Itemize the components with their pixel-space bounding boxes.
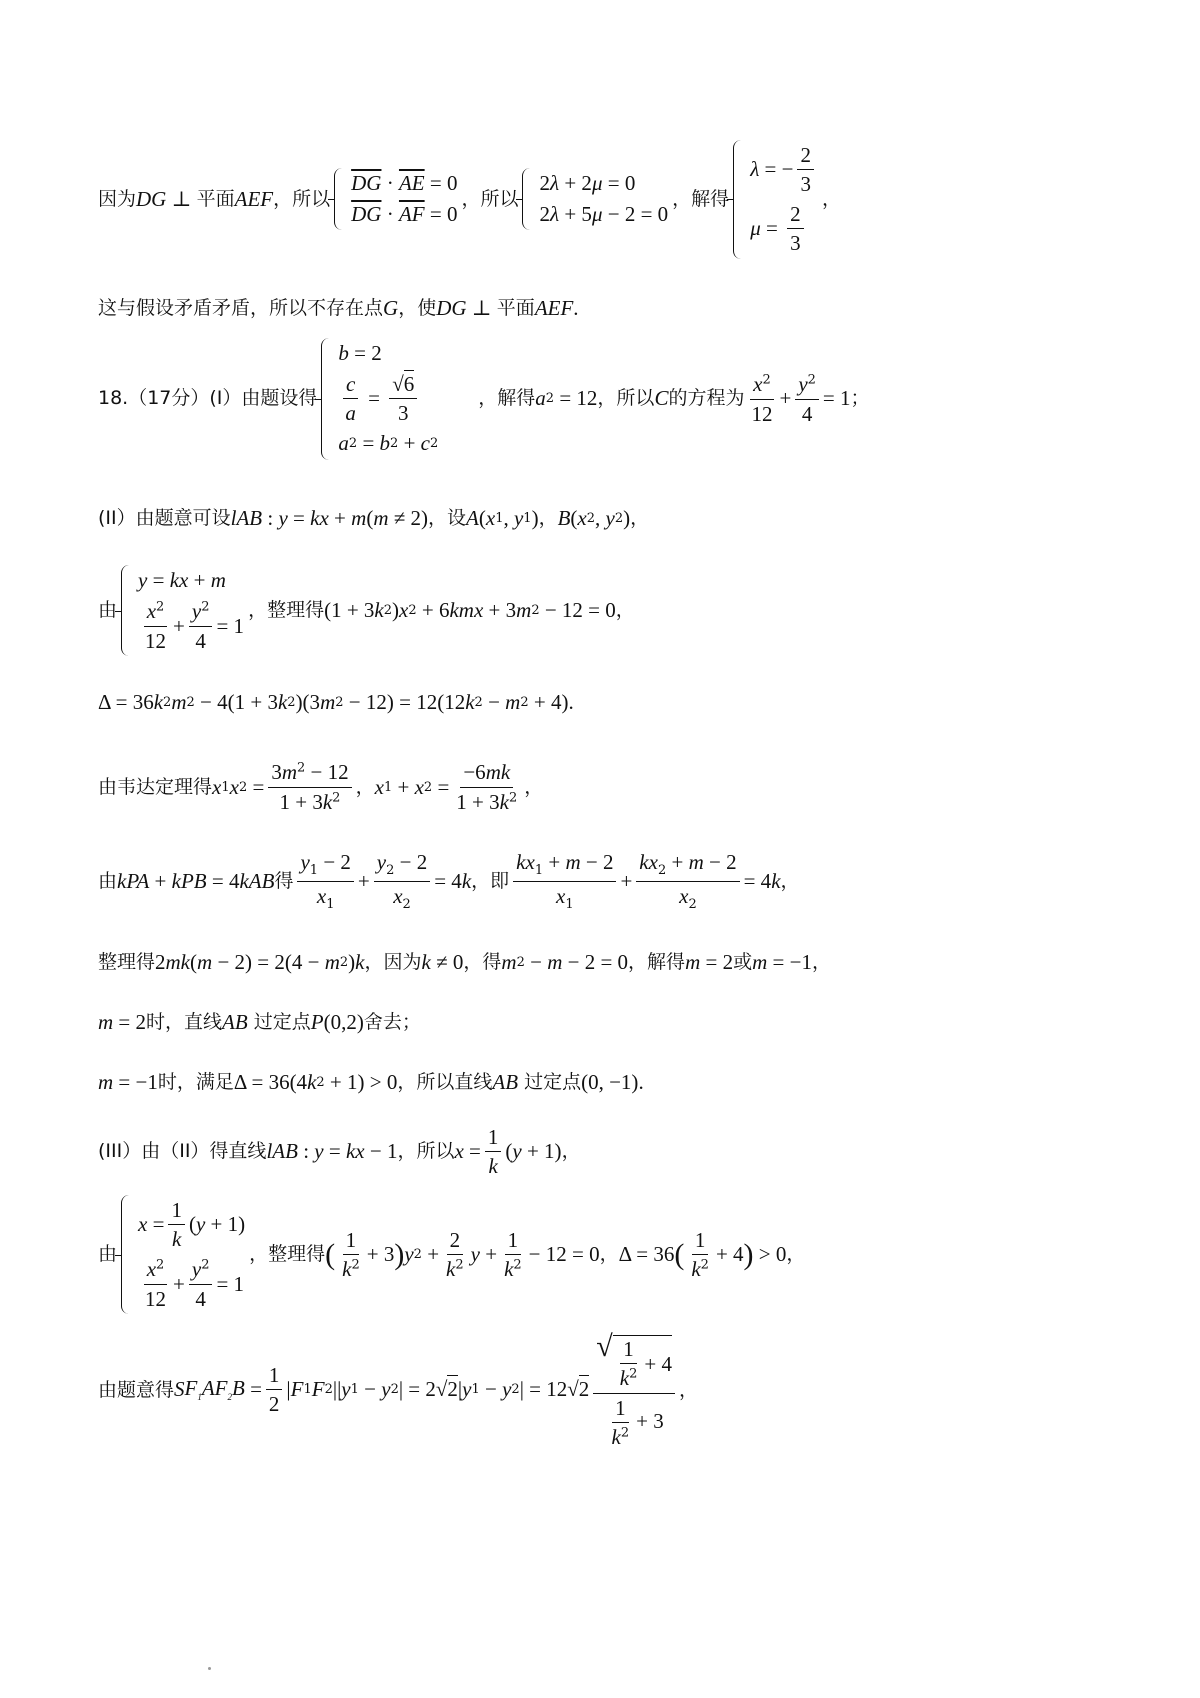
text: 舍去； <box>363 1011 421 1034</box>
text: ，解得 <box>478 387 536 410</box>
text: ，因为 <box>364 951 422 974</box>
line-8: 由 k PA + k PB = 4 k AB 得 $\frac{y_1 - 2}{x_1}$ + $\frac{y_2 - 2}{x_2}$ = 4 k ，即 $\frac{kx_1 + m - 2}{x_1}$ + $\frac{kx_2 + m - 2}{x_2}$ = 4 k ， <box>98 850 800 912</box>
text: 平面 <box>496 297 535 320</box>
page-mark <box>208 1667 211 1670</box>
text: ， <box>355 775 375 798</box>
text: ，设 <box>428 507 467 530</box>
line-11: m = −1 时，满足 Δ = 36(4 k 2 + 1) > 0 ，所以直线 AB 过定点 (0, −1) . <box>98 1070 644 1094</box>
line-10: m = 2 时，直线 AB 过定点 P (0,2) 舍去； <box>98 1010 421 1034</box>
text: 时，满足 <box>157 1071 234 1094</box>
text: ， <box>538 507 558 530</box>
text: ； <box>850 387 870 410</box>
text: 过定点 <box>253 1011 311 1034</box>
text: ， <box>678 1378 698 1401</box>
text: 由 <box>98 1243 118 1266</box>
text: ， <box>811 951 831 974</box>
text: ， <box>780 869 800 892</box>
text: 整理得 <box>98 951 156 974</box>
text: 18.（17分）(I）由题设得 <box>98 387 318 410</box>
text: ，所以 <box>597 387 655 410</box>
text: ，所以 <box>273 187 331 210</box>
text: ， <box>615 599 635 622</box>
text: 由韦达定理得 <box>98 775 213 798</box>
text: ，得 <box>463 951 502 974</box>
text: ， <box>524 775 544 798</box>
text: ，所以 <box>461 187 519 210</box>
text: 由 <box>98 599 118 622</box>
given-system: b = 2 $\frac{c}{a}$ = $\frac{√6}{3}$ a 2 = b 2 + c 2 <box>321 338 438 460</box>
text: 因为 <box>98 187 137 210</box>
text: ，即 <box>471 869 510 892</box>
equation-system: 2 λ + 2 μ = 0 2 λ + 5 μ − 2 = 0 <box>522 168 668 230</box>
vector-system: $\overline{DG}$ · $\overline{AE}$ = 0 $\overline{DG}$ · $\overline{AF}$ = 0 <box>334 168 457 230</box>
line-ellipse-system: y = kx + m $\frac{x^2}{12}$ + $\frac{y^2}{4}$ = 1 <box>121 565 244 656</box>
text: 的方程为 <box>668 387 745 410</box>
line-1: 因为 DG ⊥ 平面 AEF ，所以 $\overline{DG}$ · $\overline{AE}$ = 0 $\overline{DG}$ · $\overline{AF}$ = 0 ，所以 2 λ + 2 μ = 0 2 λ + 5 μ − 2 = 0 ，解得 λ = − $\frac{2}{3}$ μ = $\frac{2}{3}$ ， <box>98 140 841 259</box>
text: ， <box>630 507 650 530</box>
system-iii: x = $\frac{1}{k}$ ( y + 1) $\frac{x^2}{12}$ + $\frac{y^2}{4}$ = 1 <box>121 1195 245 1314</box>
text: 由题意得 <box>98 1378 175 1401</box>
text: 这与假设矛盾矛盾，所以不存在点 <box>98 297 384 320</box>
text: . <box>638 1070 644 1094</box>
line-3: 18.（17分）(I）由题设得 b = 2 $\frac{c}{a}$ = $\frac{√6}{3}$ a 2 = b 2 + c 2 ，解得 a 2 = 12 ，所以 C 的方程为 $\frac{x^2}{12}$ + $\frac{y^2}{4}$ = 1 ； <box>98 338 870 460</box>
text: ， <box>821 187 841 210</box>
text: 平面 <box>196 187 235 210</box>
text: (III）由（II）得直线 <box>98 1140 267 1163</box>
line-5: 由 y = kx + m $\frac{x^2}{12}$ + $\frac{y^2}{4}$ = 1 ，整理得 (1 + 3 k 2 ) x 2 + 6 kmx + 3 m 2 − 12 = 0 ， <box>98 565 635 656</box>
text: 时，直线 <box>146 1011 223 1034</box>
text: . <box>568 690 574 714</box>
line-2: 这与假设矛盾矛盾，所以不存在点 G ，使 DG ⊥ 平面 AEF . <box>98 296 579 320</box>
text: ，所以直线 <box>397 1071 493 1094</box>
text: ，整理得 <box>248 599 325 622</box>
text: 过定点 <box>524 1071 582 1094</box>
line-13: 由 x = $\frac{1}{k}$ ( y + 1) $\frac{x^2}{12}$ + $\frac{y^2}{4}$ = 1 ，整理得 ( $\frac{1}{k^2}$ + 3 ) y 2 + $\frac{2}{k^2}$ y + $\frac{1}{k^2}$ − 12 = 0 ， Δ = 36 ( $\frac{1}{k^2}$ + 4 ) > 0 ， <box>98 1195 805 1314</box>
line-4: (II）由题意可设 l AB : y = kx + m ( m ≠ 2) ，设 A ( x 1 , y 1 ) ， B ( x 2 , y 2 ) ， <box>98 506 650 530</box>
line-6: Δ = 36 k 2 m 2 − 4(1 + 3 k 2 )(3 m 2 − 12) = 12(12 k 2 − m 2 + 4) . <box>98 690 574 714</box>
line-14: 由题意得 S $F_1AF_2B$ = $\frac{1}{2}$ | F 1 F 2 || y 1 − y 2 | = 2√2| y 1 − y 2 | = 12√2 √ $\frac{1}{k^2}$ + 4 $\frac{1}{k^2}$ + 3 ， <box>98 1330 698 1450</box>
text: ，整理得 <box>249 1243 326 1266</box>
text: . <box>573 296 579 320</box>
text: 得 <box>274 869 294 892</box>
text: ， <box>561 1140 581 1163</box>
text: ， <box>786 1243 806 1266</box>
line-12: (III）由（II）得直线 l AB : y = kx − 1 ，所以 x = $\frac{1}{k}$ ( y + 1) ， <box>98 1125 581 1179</box>
text: 或 <box>733 951 753 974</box>
text: ，使 <box>398 297 437 320</box>
line-9: 整理得 2 mk ( m − 2) = 2(4 − m 2 ) k ，因为 k ≠ 0 ，得 m 2 − m − 2 = 0 ，解得 m = 2 或 m = −1 ， <box>98 950 831 974</box>
line-7: 由韦达定理得 x 1 x 2 = $\frac{3m^2 - 12}{1 + 3k^2}$ ， x 1 + x 2 = $\frac{-6mk}{1 + 3k^2}$ ， <box>98 760 544 814</box>
text: ，解得 <box>672 187 730 210</box>
solution-system: λ = − $\frac{2}{3}$ μ = $\frac{2}{3}$ <box>733 140 818 259</box>
text: ， <box>599 1243 619 1266</box>
text: 由 <box>98 869 118 892</box>
text: ，解得 <box>628 951 686 974</box>
text: (II）由题意可设 <box>98 507 231 530</box>
text: ，所以 <box>397 1140 455 1163</box>
